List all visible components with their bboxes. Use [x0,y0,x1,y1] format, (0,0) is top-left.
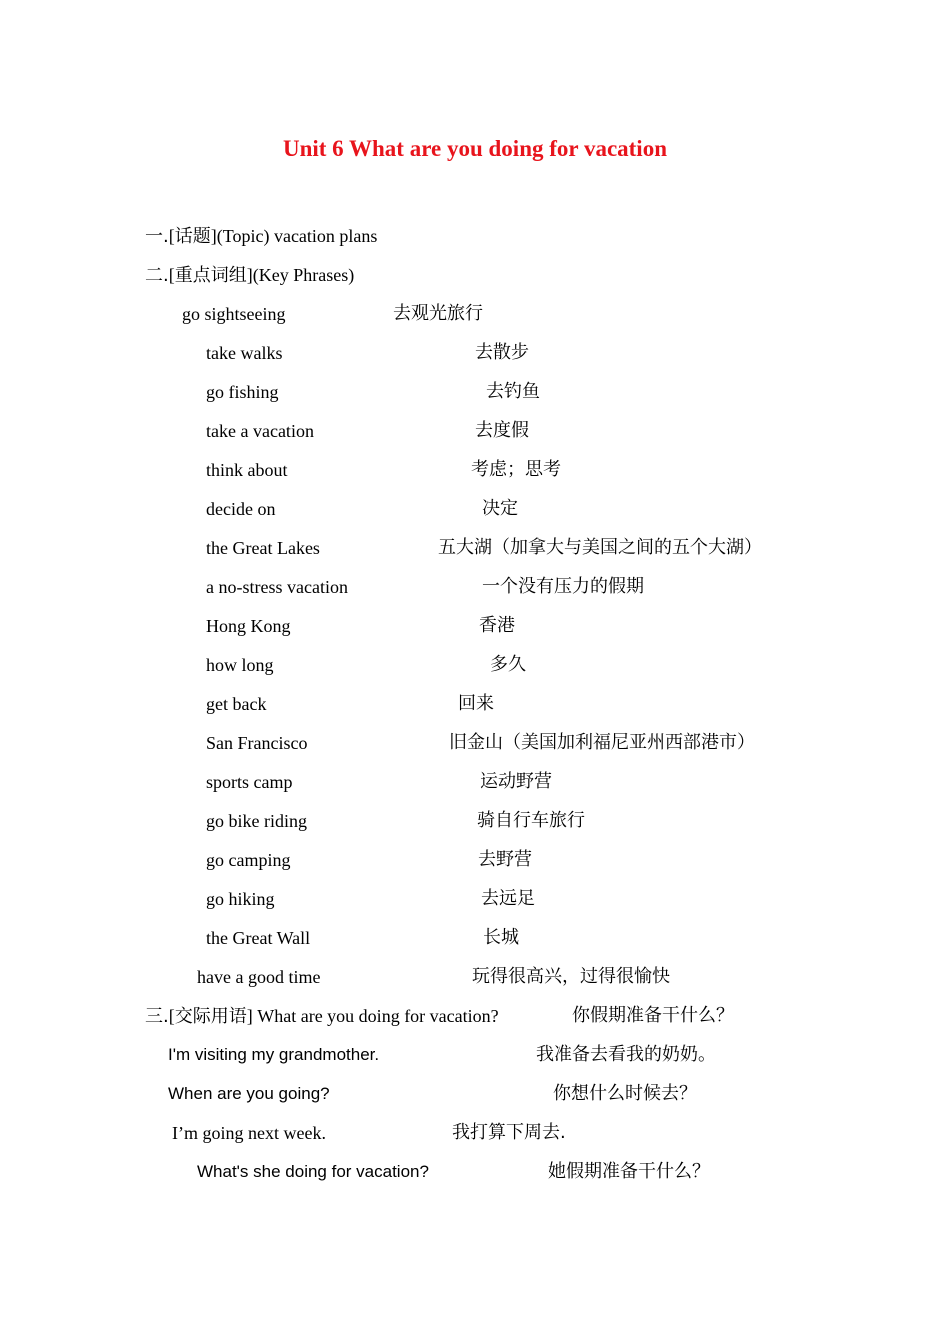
phrase-cn: 去远足 [481,888,535,909]
phrase-cn: 回来 [458,693,494,714]
phrase-en: get back [206,694,267,714]
dialogue-cn: 我准备去看我的奶奶。 [536,1044,716,1065]
dialogue-cn: 她假期准备干什么？ [548,1161,710,1182]
phrase-cn: 五大湖（加拿大与美国之间的五个大湖） [438,537,762,558]
phrase-cn: 香港 [479,615,515,636]
dialogue-cn: 你想什么时候去？ [553,1083,697,1104]
phrase-en: how long [206,655,274,675]
phrase-en: go hiking [206,889,275,909]
phrase-en: a no-stress vacation [206,577,348,597]
section-label: [重点词组] [168,265,253,285]
page-title: Unit 6 What are you doing for vacation [282,136,667,161]
phrase-en: decide on [206,499,276,519]
phrase-cn: 去观光旅行 [393,303,483,324]
phrase-cn: 运动野营 [480,771,552,792]
phrase-en: go camping [206,850,291,870]
phrase-cn: 去野营 [478,849,532,870]
phrase-cn: 考虑；思考 [471,459,561,480]
phrase-cn: 去度假 [475,420,529,441]
phrase-cn: 去钓鱼 [486,381,540,402]
section-number: 一. [145,226,169,247]
dialogue-en: When are you going? [168,1084,330,1103]
section-label: [交际用语] [168,1006,253,1026]
section-text: (Topic) vacation plans [216,226,378,246]
phrase-en: San Francisco [206,733,308,753]
dialogue-cn: 我打算下周去. [452,1122,566,1143]
section-text: (Key Phrases) [252,265,355,285]
section-key-phrases [145,263,354,288]
phrase-cn: 决定 [482,498,518,519]
section-text: What are you doing for vacation? [257,1006,499,1026]
section-label: [话题] [168,226,217,246]
dialogue-en: I'm visiting my grandmother. [168,1045,380,1064]
phrase-en: go bike riding [206,811,307,831]
dialogue-en: I’m going next week. [172,1123,326,1143]
section-number: 二. [145,265,169,286]
phrase-en: the Great Wall [206,928,311,948]
phrase-cn: 旧金山（美国加利福尼亚州西部港市） [449,732,755,753]
phrase-cn: 长城 [483,927,519,948]
phrase-en: go fishing [206,382,279,402]
phrase-en: the Great Lakes [206,538,320,558]
section-communication [145,1004,499,1029]
phrase-cn: 去散步 [475,342,529,363]
phrase-en: go sightseeing [182,304,286,324]
section-topic [145,224,377,249]
dialogue-en: What's she doing for vacation? [197,1162,429,1181]
phrase-en: take a vacation [206,421,314,441]
phrase-cn: 一个没有压力的假期 [482,576,644,597]
phrase-en: take walks [206,343,283,363]
phrase-en: Hong Kong [206,616,291,636]
phrase-en: have a good time [197,967,321,987]
phrase-en: sports camp [206,772,293,792]
phrase-cn: 玩得很高兴，过得很愉快 [472,966,670,987]
phrase-cn: 骑自行车旅行 [477,810,585,831]
phrase-cn: 多久 [490,654,526,675]
section-cn: 你假期准备干什么？ [572,1005,734,1026]
phrase-en: think about [206,460,288,480]
section-number: 三. [145,1006,169,1027]
